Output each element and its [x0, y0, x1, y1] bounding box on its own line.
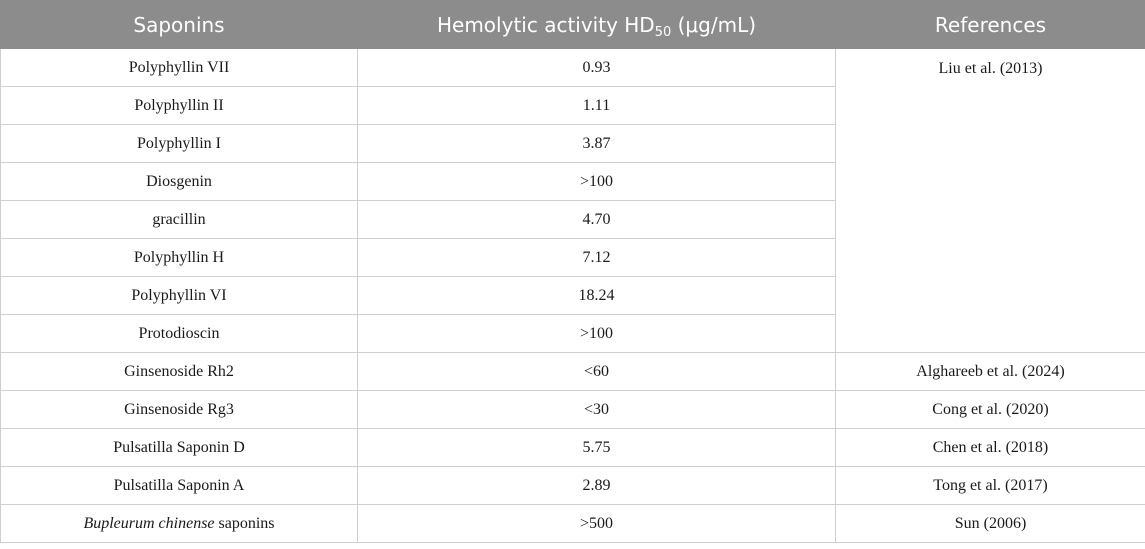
reference-cell: Cong et al. (2020)	[836, 391, 1145, 429]
saponin-suffix: saponins	[214, 514, 275, 532]
saponin-cell: Polyphyllin VI	[1, 277, 358, 315]
hd50-cell: >500	[358, 505, 836, 543]
reference-cell: Sun (2006)	[836, 505, 1145, 543]
reference-cell: Chen et al. (2018)	[836, 429, 1145, 467]
hd50-cell: <60	[358, 353, 836, 391]
header-saponins: Saponins	[1, 1, 358, 49]
hd50-cell: 3.87	[358, 125, 836, 163]
header-hd-label: Hemolytic activity HD	[436, 12, 655, 37]
table-body	[1, 49, 1145, 543]
table-row	[1, 49, 1145, 87]
saponin-cell: Polyphyllin VII	[1, 49, 358, 87]
header-row	[1, 1, 1145, 49]
reference-cell: Tong et al. (2017)	[836, 467, 1145, 505]
table-row	[1, 391, 1145, 429]
header-hd-subscript: 50	[654, 24, 672, 40]
saponin-cell: gracillin	[1, 201, 358, 239]
saponin-cell: Protodioscin	[1, 315, 358, 353]
hd50-cell: >100	[358, 315, 836, 353]
table-row	[1, 353, 1145, 391]
saponin-cell: Polyphyllin I	[1, 125, 358, 163]
table-row	[1, 505, 1145, 543]
hd50-cell: 1.11	[358, 87, 836, 125]
hd50-cell: 2.89	[358, 467, 836, 505]
header-hemolytic-activity	[358, 1, 836, 49]
saponin-cell: Polyphyllin H	[1, 239, 358, 277]
saponin-cell: Pulsatilla Saponin D	[1, 429, 358, 467]
header-hd-unit: (μg/mL)	[671, 12, 757, 37]
hd50-cell: 0.93	[358, 49, 836, 87]
hd50-cell: <30	[358, 391, 836, 429]
header-references: References	[836, 1, 1145, 49]
saponin-cell: Pulsatilla Saponin A	[1, 467, 358, 505]
table-header	[1, 1, 1145, 49]
reference-cell: Alghareeb et al. (2024)	[836, 353, 1145, 391]
saponin-species-name: Bupleurum chinense	[83, 514, 215, 532]
saponin-cell: Polyphyllin II	[1, 87, 358, 125]
hd50-cell: 4.70	[358, 201, 836, 239]
hd50-cell: >100	[358, 163, 836, 201]
table-row	[1, 467, 1145, 505]
reference-cell-merged: Liu et al. (2013)	[836, 49, 1145, 353]
saponin-cell: Diosgenin	[1, 163, 358, 201]
hd50-cell: 18.24	[358, 277, 836, 315]
hd50-cell: 7.12	[358, 239, 836, 277]
saponin-cell: Ginsenoside Rh2	[1, 353, 358, 391]
saponin-cell: Ginsenoside Rg3	[1, 391, 358, 429]
saponin-cell	[1, 505, 358, 543]
table-row	[1, 429, 1145, 467]
hd50-cell: 5.75	[358, 429, 836, 467]
